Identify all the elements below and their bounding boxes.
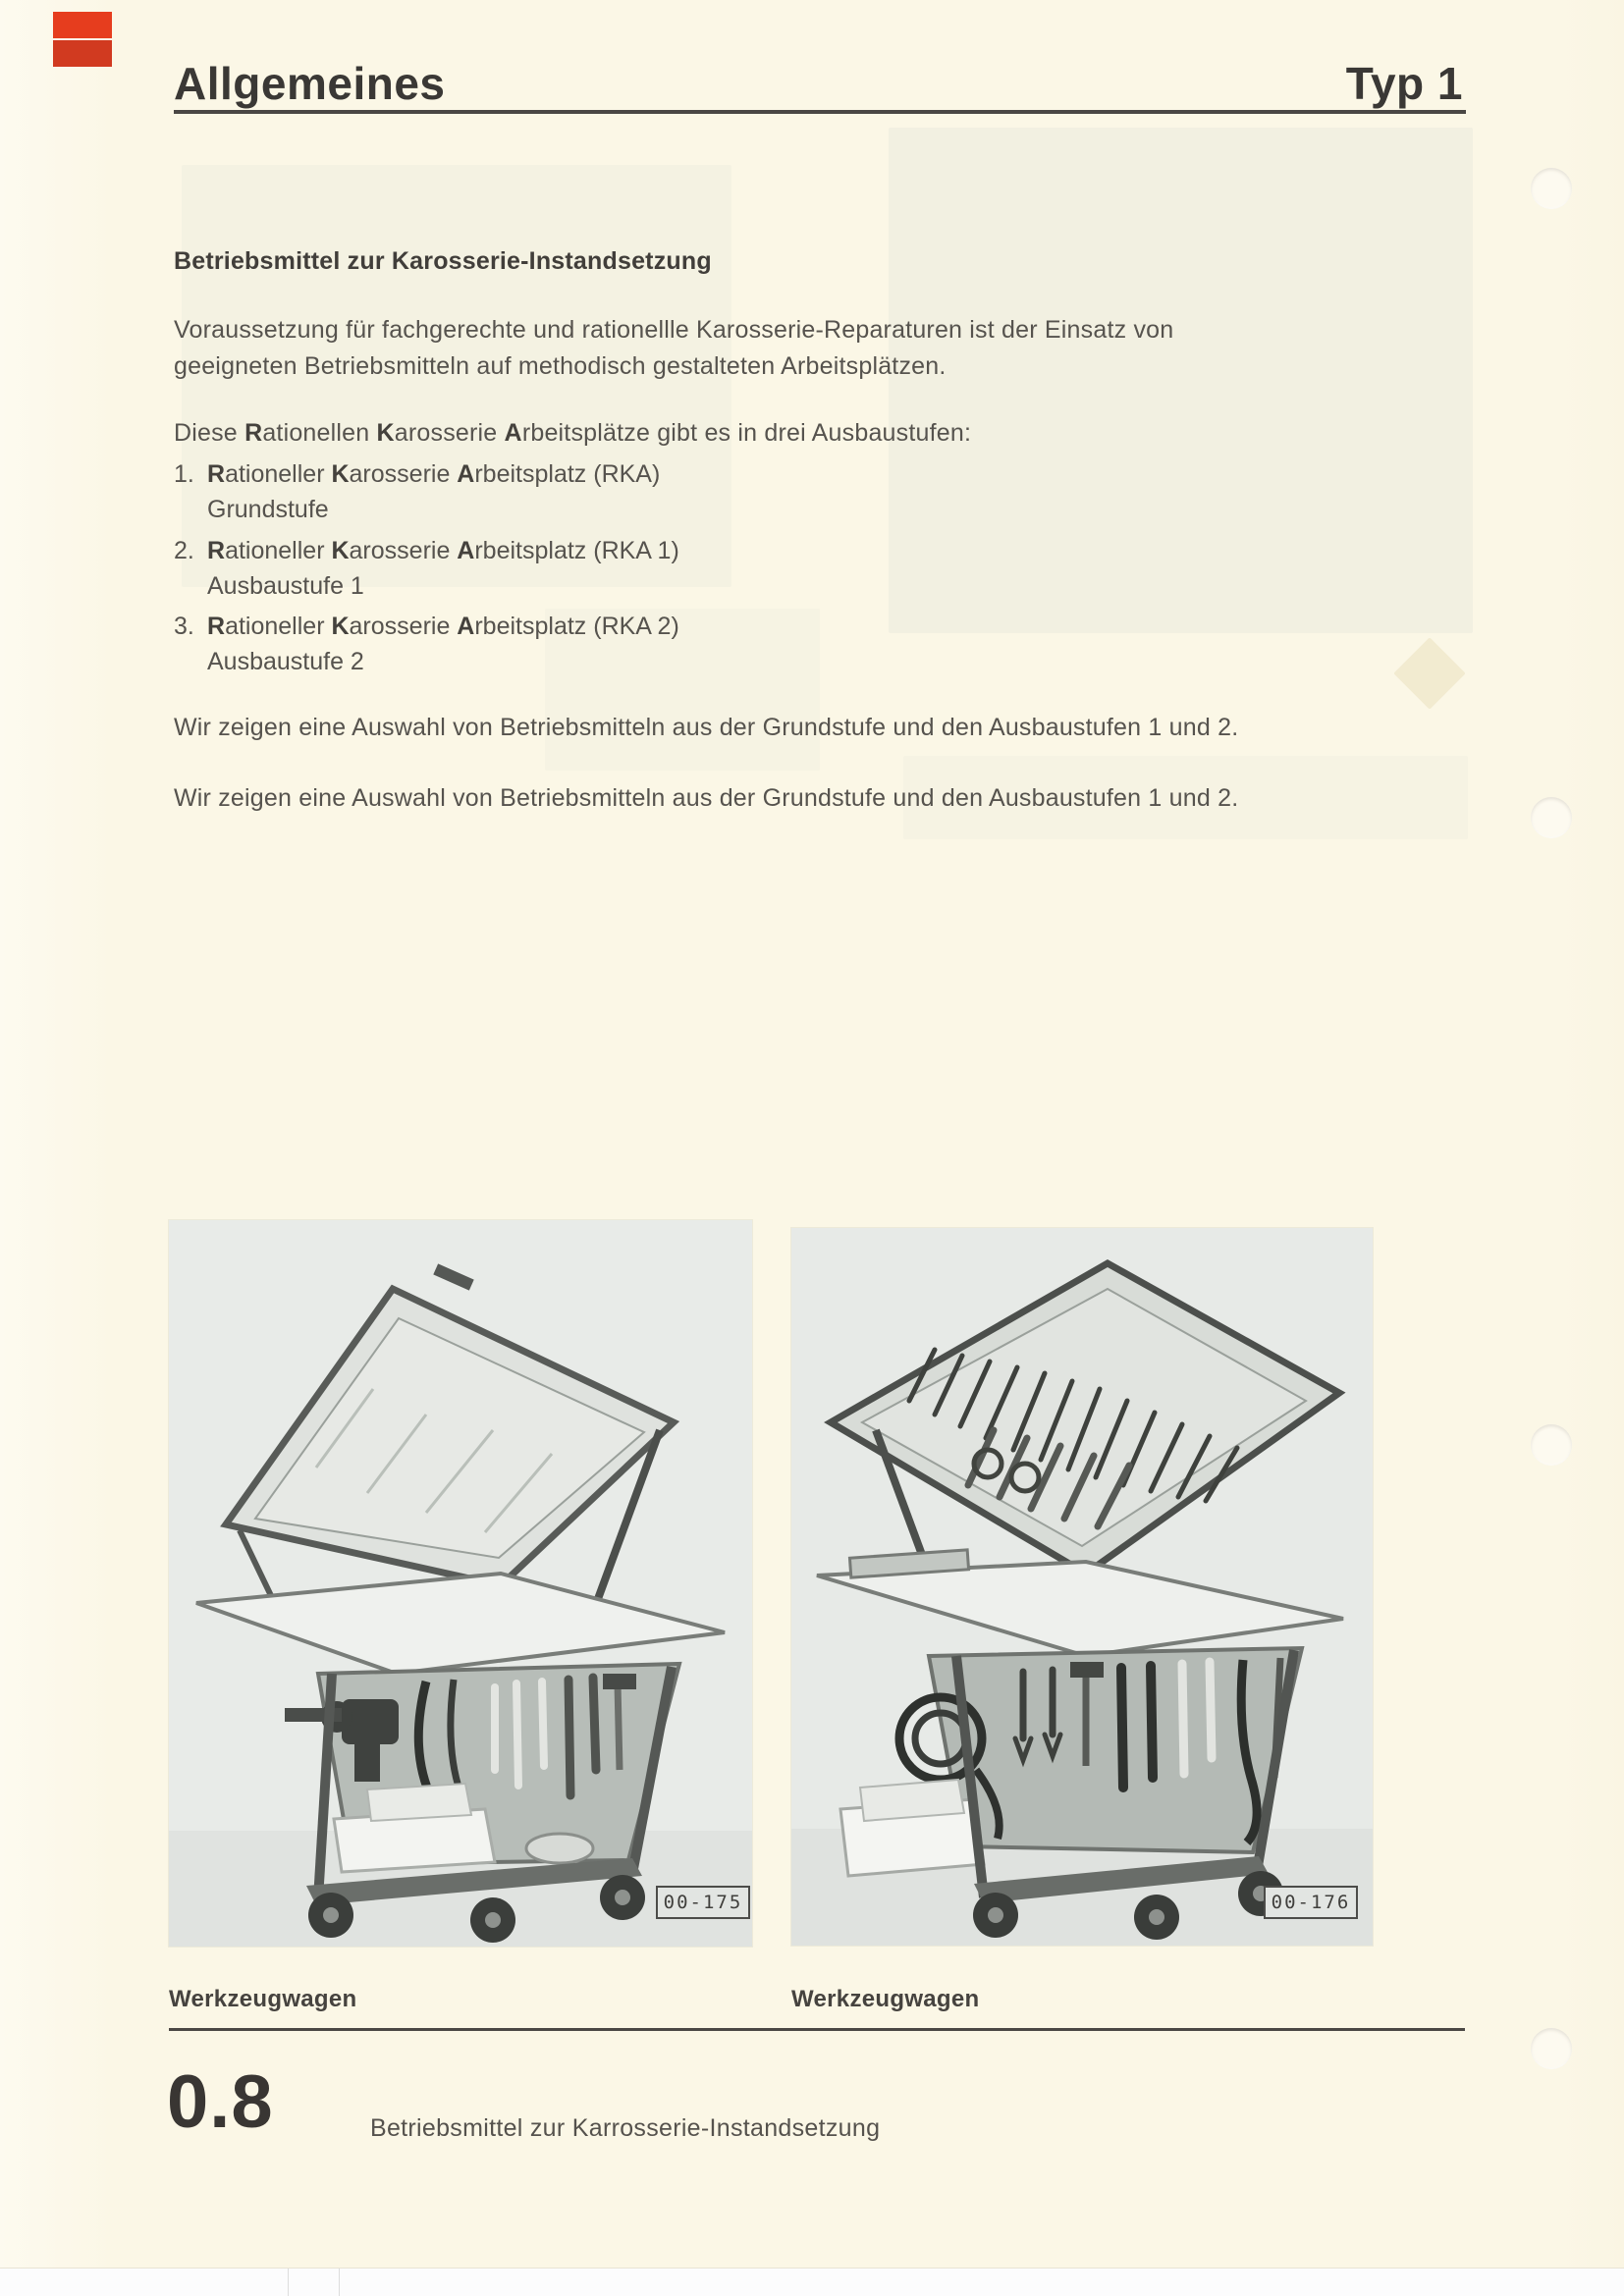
note-line-2: Wir zeigen eine Auswahl von Betriebsmitteln aus der Grundstufe und den Ausbaustufen 1 und 2. <box>174 784 1239 812</box>
bleedthrough-patch <box>1393 637 1466 710</box>
list-item-title: Rationeller Karosserie Arbeitsplatz (RKA) <box>207 460 661 488</box>
stufen-intro: Diese Rationellen Karosserie Arbeitsplätze gibt es in drei Ausbaustufen: <box>174 419 972 447</box>
section-title: Betriebsmittel zur Karosserie-Instandsetzung <box>174 247 712 275</box>
punch-hole <box>1531 168 1572 209</box>
figure-photo-left <box>169 1220 752 1947</box>
intro-line-1: Voraussetzung für fachgerechte und rationellle Karosserie-Reparaturen ist der Einsatz von <box>174 316 1174 344</box>
registration-mark-bottom <box>53 40 112 67</box>
intro-line-2: geeigneten Betriebsmitteln auf methodisch gestalteten Arbeitsplätzen. <box>174 352 947 380</box>
page-header-left: Allgemeines <box>174 58 446 109</box>
footer-text: Betriebsmittel zur Karrosserie-Instandsetzung <box>370 2114 881 2142</box>
punch-hole <box>1531 2028 1572 2069</box>
list-item-subtitle: Ausbaustufe 1 <box>207 572 364 600</box>
list-item-title: Rationeller Karosserie Arbeitsplatz (RKA 1) <box>207 537 679 564</box>
list-item-number: 1. <box>174 460 194 488</box>
bleedthrough-patch <box>889 128 1473 633</box>
punch-hole <box>1531 797 1572 838</box>
figure-photo-right <box>791 1228 1373 1946</box>
footer-rule <box>169 2028 1465 2031</box>
figure-caption-left: Werkzeugwagen <box>169 1986 357 2012</box>
list-item-number: 2. <box>174 537 194 564</box>
list-item-number: 3. <box>174 613 194 640</box>
punch-hole <box>1531 1424 1572 1466</box>
tool-cart-illustration <box>169 1220 752 1947</box>
page-number: 0.8 <box>167 2060 274 2144</box>
scan-edge-mark <box>288 2269 289 2296</box>
tool-cart-illustration <box>791 1228 1373 1946</box>
list-item-title: Rationeller Karosserie Arbeitsplatz (RKA 2) <box>207 613 679 640</box>
list-item-subtitle: Grundstufe <box>207 496 329 523</box>
list-item-subtitle: Ausbaustufe 2 <box>207 648 364 675</box>
figure-label: 00-175 <box>656 1886 750 1919</box>
scan-edge-mark <box>339 2269 340 2296</box>
page-header-right: Typ 1 <box>1345 58 1463 109</box>
registration-mark-top <box>53 12 112 38</box>
figure-label: 00-176 <box>1264 1886 1358 1919</box>
note-line-1: Wir zeigen eine Auswahl von Betriebsmitteln aus der Grundstufe und den Ausbaustufen 1 und 2. <box>174 714 1239 741</box>
header-rule <box>174 110 1466 114</box>
figure-caption-right: Werkzeugwagen <box>791 1986 980 2012</box>
scan-edge-strip <box>0 2268 1624 2296</box>
